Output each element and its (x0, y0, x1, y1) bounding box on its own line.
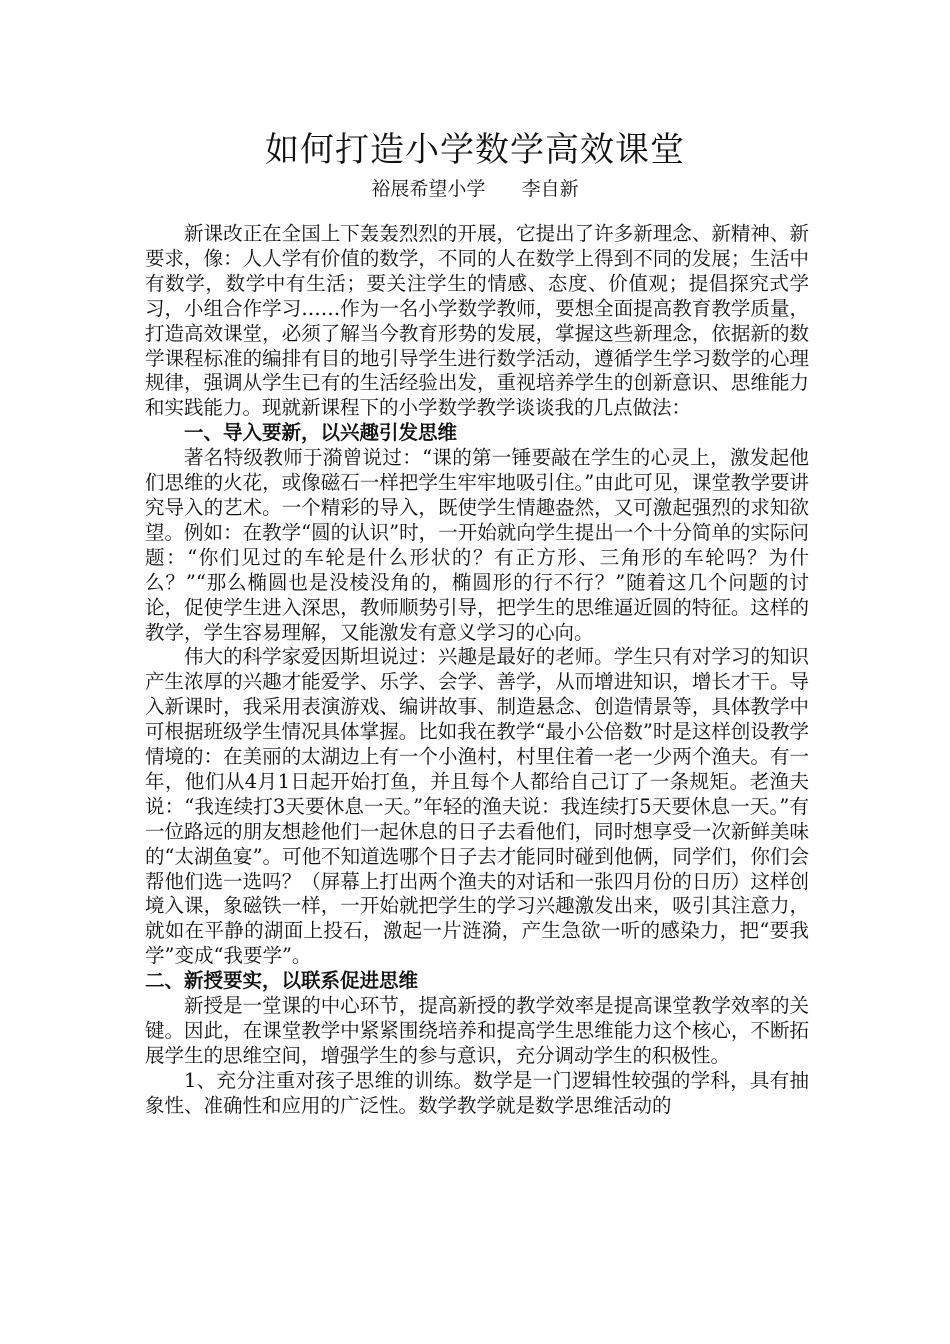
section-heading-1: 一、导入要新，以兴趣引发思维 (184, 421, 458, 445)
document-title: 如何打造小学数学高效课堂 (265, 130, 685, 170)
document-body (145, 222, 809, 1119)
section-heading-2: 二、新授要实，以联系促进思维 (145, 969, 419, 993)
author-line: 裕展希望小学 李自新 (371, 178, 579, 200)
intro-paragraph: 新课改正在全国上下轰轰烈烈的开展，它提出了许多新理念、新精神、新要求，像：人人学有价值的数学，不同的人在数学上得到不同的发展；生活中有数学，数学中有生活；要关注学生的情感、态度、价值观；提倡探究式学习，小组合作学习……作为一名小学数学教师，要想全面提高教育教学质量，打造高效课堂，必须了解当今教育形势的发展，掌握这些新理念，依据新的数学课程标准的编排有目的地引导学生进行数学活动，遵循学生学习数学的心理规律，强调从学生已有的生活经验出发，重视培养学生的创新意识、思维能力和实践能力。现就新课程下的小学数学教学谈谈我的几点做法： (145, 222, 809, 420)
section2-paragraph-2: 1、充分注重对孩子思维的训练。数学是一门逻辑性较强的学科，具有抽象性、准确性和应用的广泛性。数学教学就是数学思维活动的 (145, 1068, 809, 1117)
section2-paragraph-1: 新授是一堂课的中心环节，提高新授的教学效率是提高课堂教学效率的关键。因此，在课堂教学中紧紧围绕培养和提高学生思维能力这个核心，不断拓展学生的思维空间，增强学生的参与意识，充分调动学生的积极性。 (145, 994, 809, 1067)
section1-paragraph-2: 伟大的科学家爱因斯坦说过：兴趣是最好的老师。学生只有对学习的知识产生浓厚的兴趣才能爱学、乐学、会学、善学，从而增进知识，增长才干。导入新课时，我采用表演游戏、编讲故事、制造悬念、创造情景等，具体教学中可根据班级学生情况具体掌握。比如我在教学“最小公倍数”时是这样创设教学情境的：在美丽的太湖边上有一个小渔村，村里住着一老一少两个渔夫。有一年，他们从4月1日起开始打鱼，并且每个人都给自己订了一条规矩。老渔夫说：“我连续打3天要休息一天。”年轻的渔夫说：我连续打5天要休息一天。”有一位路远的朋友想趁他们一起休息的日子去看他们，同时想享受一次新鲜美味的“太湖鱼宴”。可他不知道选哪个日子去才能同时碰到他俩，同学们，你们会帮他们选一选吗？（屏幕上打出两个渔夫的对话和一张四月份的日历）这样创境入课，象磁铁一样，一开始就把学生的学习兴趣激发出来，吸引其注意力，就如在平静的湖面上投石，激起一片涟漪，产生急欲一听的感染力，把“要我学”变成“我要学”。 (145, 645, 809, 968)
section1-paragraph-1: 著名特级教师于漪曾说过：“课的第一锤要敲在学生的心灵上，激发起他们思维的火花，或像磁石一样把学生牢牢地吸引住。”由此可见，课堂教学要讲究导入的艺术。一个精彩的导入，既使学生情趣盎然，又可激起强烈的求知欲望。例如：在教学“圆的认识”时，一开始就向学生提出一个十分简单的实际问题：“你们见过的车轮是什么形状的？有正方形、三角形的车轮吗？为什么？”“那么椭圆也是没棱没角的，椭圆形的行不行？”随着这几个问题的讨论，促使学生进入深思，教师顺势引导，把学生的思维逼近圆的特征。这样的教学，学生容易理解，又能激发有意义学习的心向。 (145, 446, 809, 644)
